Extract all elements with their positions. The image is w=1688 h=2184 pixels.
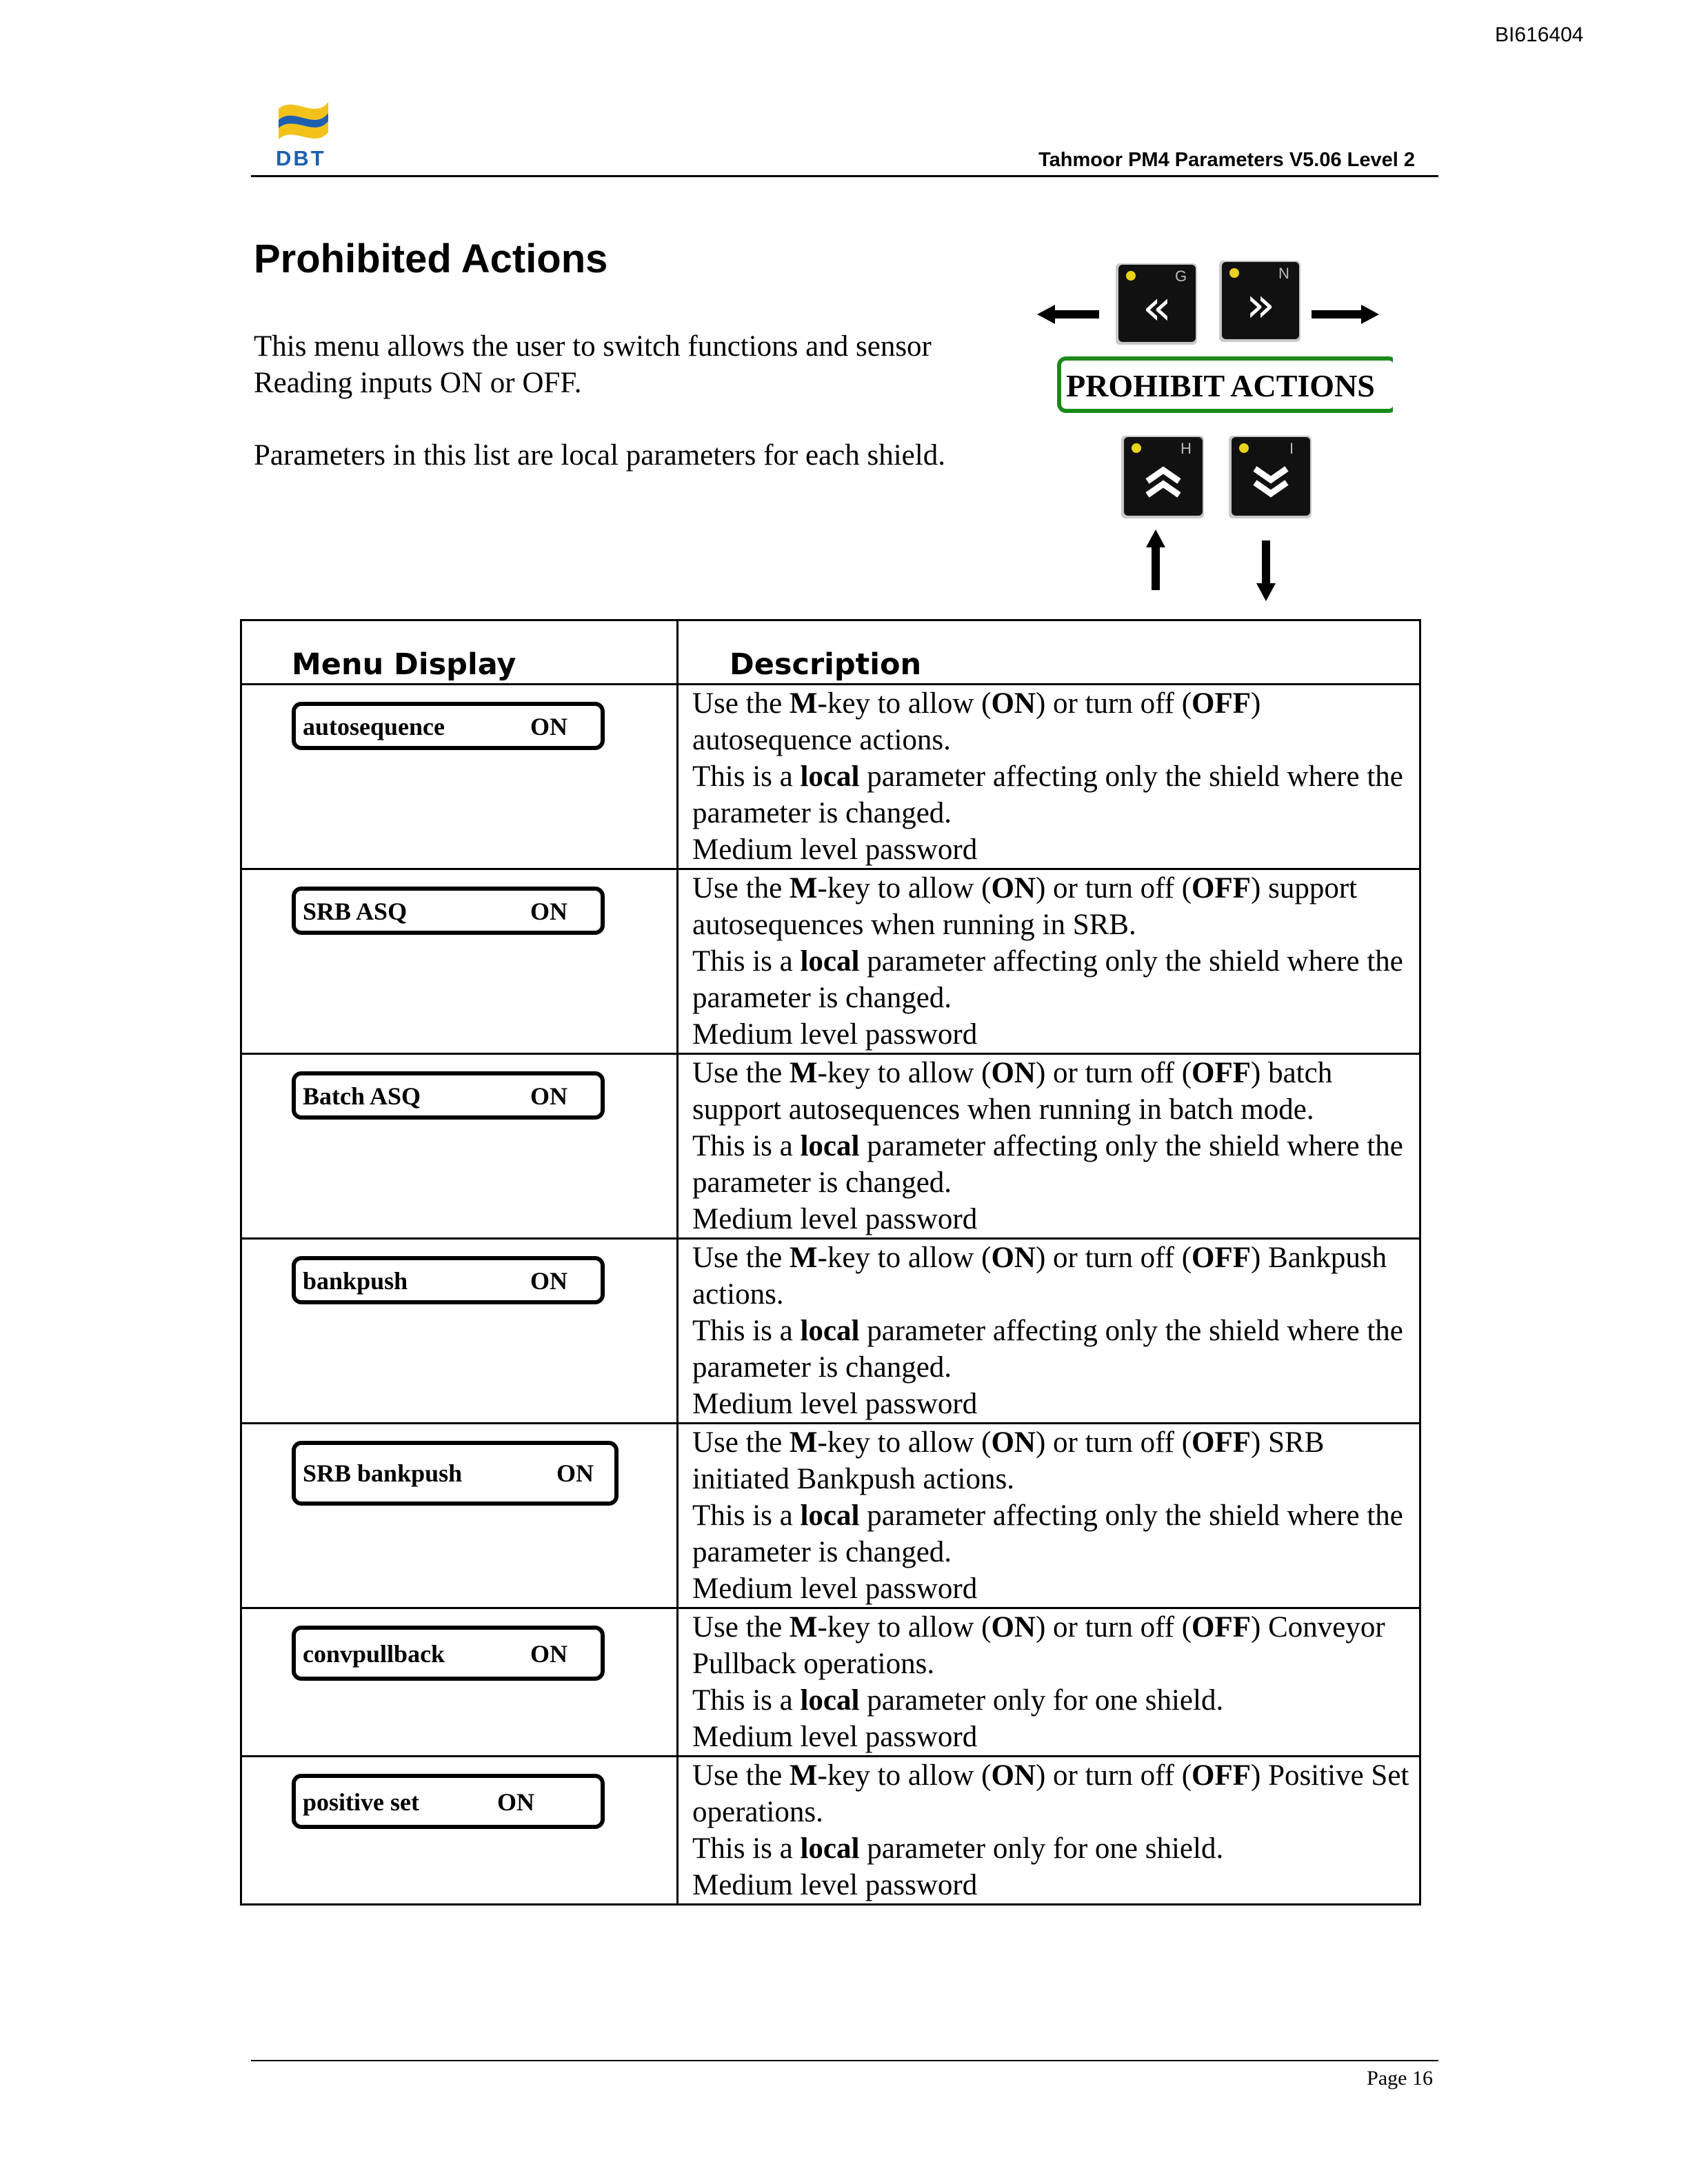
description-password: Medium level password [692, 1573, 978, 1605]
menu-display-cell [241, 1424, 678, 1608]
parameter-value: ON [530, 898, 567, 925]
logo-text: DBT [276, 146, 326, 170]
lcd-display [292, 1441, 619, 1506]
page-number: Page 16 [1367, 2067, 1433, 2090]
parameter-value: ON [530, 1267, 567, 1295]
intro-paragraph: This menu allows the user to switch functions and sensor Reading inputs ON or OFF. [254, 330, 932, 399]
footer-divider [251, 2060, 1438, 2061]
keypad-navigation-diagram [1034, 256, 1393, 608]
description-cell [678, 869, 1420, 1054]
description-scope: This is a local parameter affecting only the shield where the parameter is changed. [692, 1499, 1403, 1568]
key-h-double-chevron-up-icon [1121, 436, 1204, 518]
parameters-table [240, 619, 1421, 1905]
parameter-value: ON [530, 1640, 567, 1668]
lcd-display [292, 1626, 605, 1681]
table-row [241, 1424, 1420, 1608]
parameter-name: bankpush [303, 1267, 408, 1295]
parameter-name: autosequence [303, 713, 445, 740]
description-usage: Use the M-key to allow (ON) or turn off (OFF) support autosequences when running in SRB. [692, 872, 1358, 941]
parameter-name: convpullback [303, 1640, 445, 1668]
table-header-row [241, 620, 1420, 685]
description-scope: This is a local parameter only for one shield. [692, 1684, 1224, 1717]
key-letter: G [1175, 267, 1187, 285]
menu-display-cell [241, 1757, 678, 1905]
description-usage: Use the M-key to allow (ON) or turn off (OFF) Positive Set operations. [692, 1759, 1409, 1828]
parameter-name: SRB ASQ [303, 898, 408, 925]
menu-display-cell [241, 1608, 678, 1757]
column-header-description: Description [678, 620, 1420, 685]
arrow-down-icon [1256, 540, 1276, 601]
description-scope: This is a local parameter only for one shield. [692, 1832, 1224, 1865]
parameter-value: ON [497, 1788, 534, 1816]
description-usage: Use the M-key to allow (ON) or turn off (OFF) SRB initiated Bankpush actions. [692, 1426, 1325, 1495]
description-scope: This is a local parameter affecting only the shield where the parameter is changed. [692, 760, 1403, 829]
description-password: Medium level password [692, 833, 978, 866]
description-cell [678, 1757, 1420, 1905]
description-password: Medium level password [692, 1203, 978, 1235]
description-usage: Use the M-key to allow (ON) or turn off (OFF) Conveyor Pullback operations. [692, 1611, 1385, 1680]
parameter-name: SRB bankpush [303, 1459, 463, 1487]
lcd-display [292, 1774, 605, 1829]
key-g-double-chevron-left-icon [1116, 263, 1197, 345]
arrow-left-icon [1037, 305, 1099, 324]
key-n-double-chevron-right-icon [1219, 261, 1300, 342]
table-row [241, 1757, 1420, 1905]
description-password: Medium level password [692, 1869, 978, 1901]
menu-display-cell [241, 869, 678, 1054]
table-row [241, 685, 1420, 869]
lcd-display [292, 1071, 605, 1120]
key-letter: H [1180, 440, 1192, 457]
description-cell [678, 1608, 1420, 1757]
key-symbol: » [1245, 276, 1276, 333]
intro-note: Parameters in this list are local parameters for each shield. [254, 439, 945, 472]
parameter-value: ON [556, 1459, 594, 1487]
arrow-right-icon [1312, 305, 1379, 324]
arrow-up-icon [1146, 529, 1165, 590]
description-cell [678, 1239, 1420, 1424]
description-password: Medium level password [692, 1018, 978, 1051]
menu-display-cell [241, 685, 678, 869]
description-scope: This is a local parameter affecting only the shield where the parameter is changed. [692, 1130, 1403, 1199]
key-letter: N [1278, 265, 1289, 282]
key-letter: I [1289, 440, 1294, 457]
lcd-display [292, 702, 605, 750]
parameter-name: Batch ASQ [303, 1082, 421, 1110]
prohibit-actions-label: PROHIBIT ACTIONS [1066, 368, 1375, 403]
description-password: Medium level password [692, 1721, 978, 1753]
parameter-value: ON [530, 713, 567, 740]
column-header-menu-display: Menu Display [241, 620, 678, 685]
key-i-double-chevron-down-icon [1229, 436, 1312, 518]
description-usage: Use the M-key to allow (ON) or turn off (OFF) batch support autosequences when running in batch mode. [692, 1057, 1333, 1126]
menu-display-cell [241, 1239, 678, 1424]
parameter-name: positive set [303, 1788, 419, 1816]
document-header-title: Tahmoor PM4 Parameters V5.06 Level 2 [1038, 149, 1415, 171]
parameter-value: ON [530, 1082, 567, 1110]
description-cell [678, 685, 1420, 869]
description-scope: This is a local parameter affecting only the shield where the parameter is changed. [692, 1315, 1403, 1384]
lcd-display [292, 1256, 605, 1304]
key-symbol: « [1142, 279, 1172, 336]
table-row [241, 869, 1420, 1054]
table-row [241, 1054, 1420, 1239]
page-title: Prohibited Actions [254, 236, 608, 281]
menu-display-cell [241, 1054, 678, 1239]
description-cell [678, 1424, 1420, 1608]
table-row [241, 1239, 1420, 1424]
description-usage: Use the M-key to allow (ON) or turn off (OFF) autosequence actions. [692, 687, 1261, 756]
description-cell [678, 1054, 1420, 1239]
description-usage: Use the M-key to allow (ON) or turn off (OFF) Bankpush actions. [692, 1242, 1387, 1311]
document-id: BI616404 [1495, 23, 1584, 46]
lcd-display [292, 887, 605, 935]
description-password: Medium level password [692, 1388, 978, 1420]
description-scope: This is a local parameter affecting only the shield where the parameter is changed. [692, 945, 1403, 1014]
header-divider [251, 175, 1438, 177]
table-row [241, 1608, 1420, 1757]
